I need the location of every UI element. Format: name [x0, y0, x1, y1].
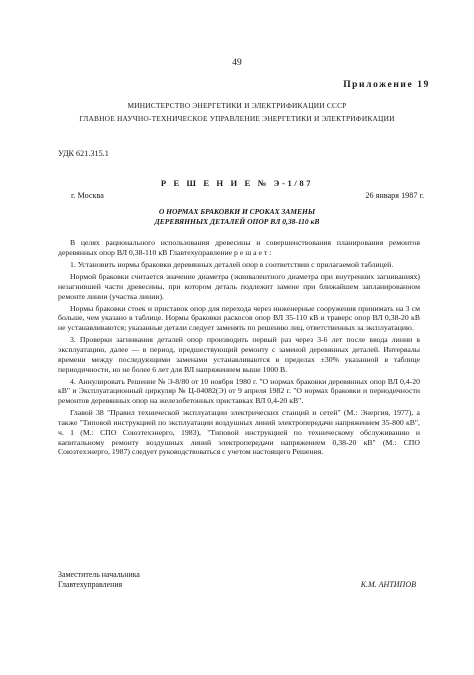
decision-body — [58, 238, 420, 459]
paragraph-references: Главой 38 "Правил технической эксплуатации электрических станций и сетей" (М.: Энергия, 1977), а также "Типовой инструкцией по эксплуатации воздушных линий электропередачи напряжением 35-800 кВ", ч. 1 (М.: СПО Союзтехэнерго, 1983), "Типовой инструкцией по техническому обслуживанию и капитальному ремонту воздушных линий электропередачи напряжением 0,38-20 кВ" (М.: СПО Союзтехэнерго, 1987) следует руководствоваться с учетом настоящего Решения. — [58, 408, 420, 457]
subject-line-2: ДЕРЕВЯННЫХ ДЕТАЛЕЙ ОПОР ВЛ 0,38-110 кВ — [154, 217, 320, 226]
ministry-header: МИНИСТЕРСТВО ЭНЕРГЕТИКИ И ЭЛЕКТРИФИКАЦИИ СССР — [127, 101, 347, 110]
signatory-role-line-1: Заместитель начальника — [58, 570, 140, 579]
signatory-name: К.М. АНТИПОВ — [360, 580, 416, 589]
directorate-header: ГЛАВНОЕ НАУЧНО-ТЕХНИЧЕСКОЕ УПРАВЛЕНИЕ ЭНЕРГЕТИКИ И ЭЛЕКТРИФИКАЦИИ — [79, 114, 395, 123]
udk-code: УДК 621.315.1 — [58, 149, 109, 158]
decision-title: Р Е Ш Е Н И Е № Э-1/87 — [160, 178, 314, 188]
paragraph-rejection-norm: Нормой браковки считается значение диаметра (эквивалентного диаметра при внутренних загниваниях) незагнившей части древесины, при котором деталь подлежит замене при ближайшем запланированном ремонте линии (участка линии). — [58, 271, 420, 301]
date: 26 января 1987 г. — [365, 191, 424, 200]
paragraph-item-1: 1. Установить нормы браковки деревянных деталей опор в соответствии с прилагаемой таблицей. — [70, 259, 394, 269]
paragraph-crossing-norms: Нормы браковки стоек и приставок опор для перехода через инженерные сооружения принимать на 3 см больше, чем указано в таблице. Нормы браковки раскосов опор ВЛ 35-110 кВ и траверс опор ВЛ 0,38-20 кВ не устанавливаются; указанные детали следует заменять по решению лиц, ответственных за эксплуатацию. — [58, 303, 420, 333]
place: г. Москва — [71, 191, 104, 200]
paragraph-item-4: 4. Аннулировать Решение № Э-8/80 от 10 ноября 1980 г. "О нормах браковки деревянных опор ВЛ 0,4-20 кВ" и Эксплуатационный циркуляр № Ц-04082(Э) от 9 апреля 1982 г. "О нормах браковки и периодичности ремонтов деревянных опор на железобетонных приставках ВЛ 0,4-20 кВ". — [58, 376, 420, 406]
page-number: 49 — [232, 58, 242, 68]
subject-line-1: О НОРМАХ БРАКОВКИ И СРОКАХ ЗАМЕНЫ — [158, 207, 316, 216]
appendix-label: Приложение 19 — [343, 80, 430, 90]
paragraph-intro: В целях рационального использования древесины и совершенствования планирования ремонтов деревянных опор ВЛ 0,38-110 кВ Главтехуправление р е ш а е т : — [58, 238, 420, 257]
signatory-role — [58, 570, 208, 590]
paragraph-item-3: 3. Проверки загнивания деталей опор производить первый раз через 3-6 лет после ввода линии в эксплуатацию, далее — в период, предшествующий ремонту с заменой деревянных деталей. Интервалы времени между последующими заменами устанавливаются в пределах ±30% указанной в таблице периодичности, но не более 6 лет для ВЛ напряжением выше 1000 В. — [58, 335, 420, 374]
signatory-role-line-2: Главтехуправления — [58, 580, 123, 589]
